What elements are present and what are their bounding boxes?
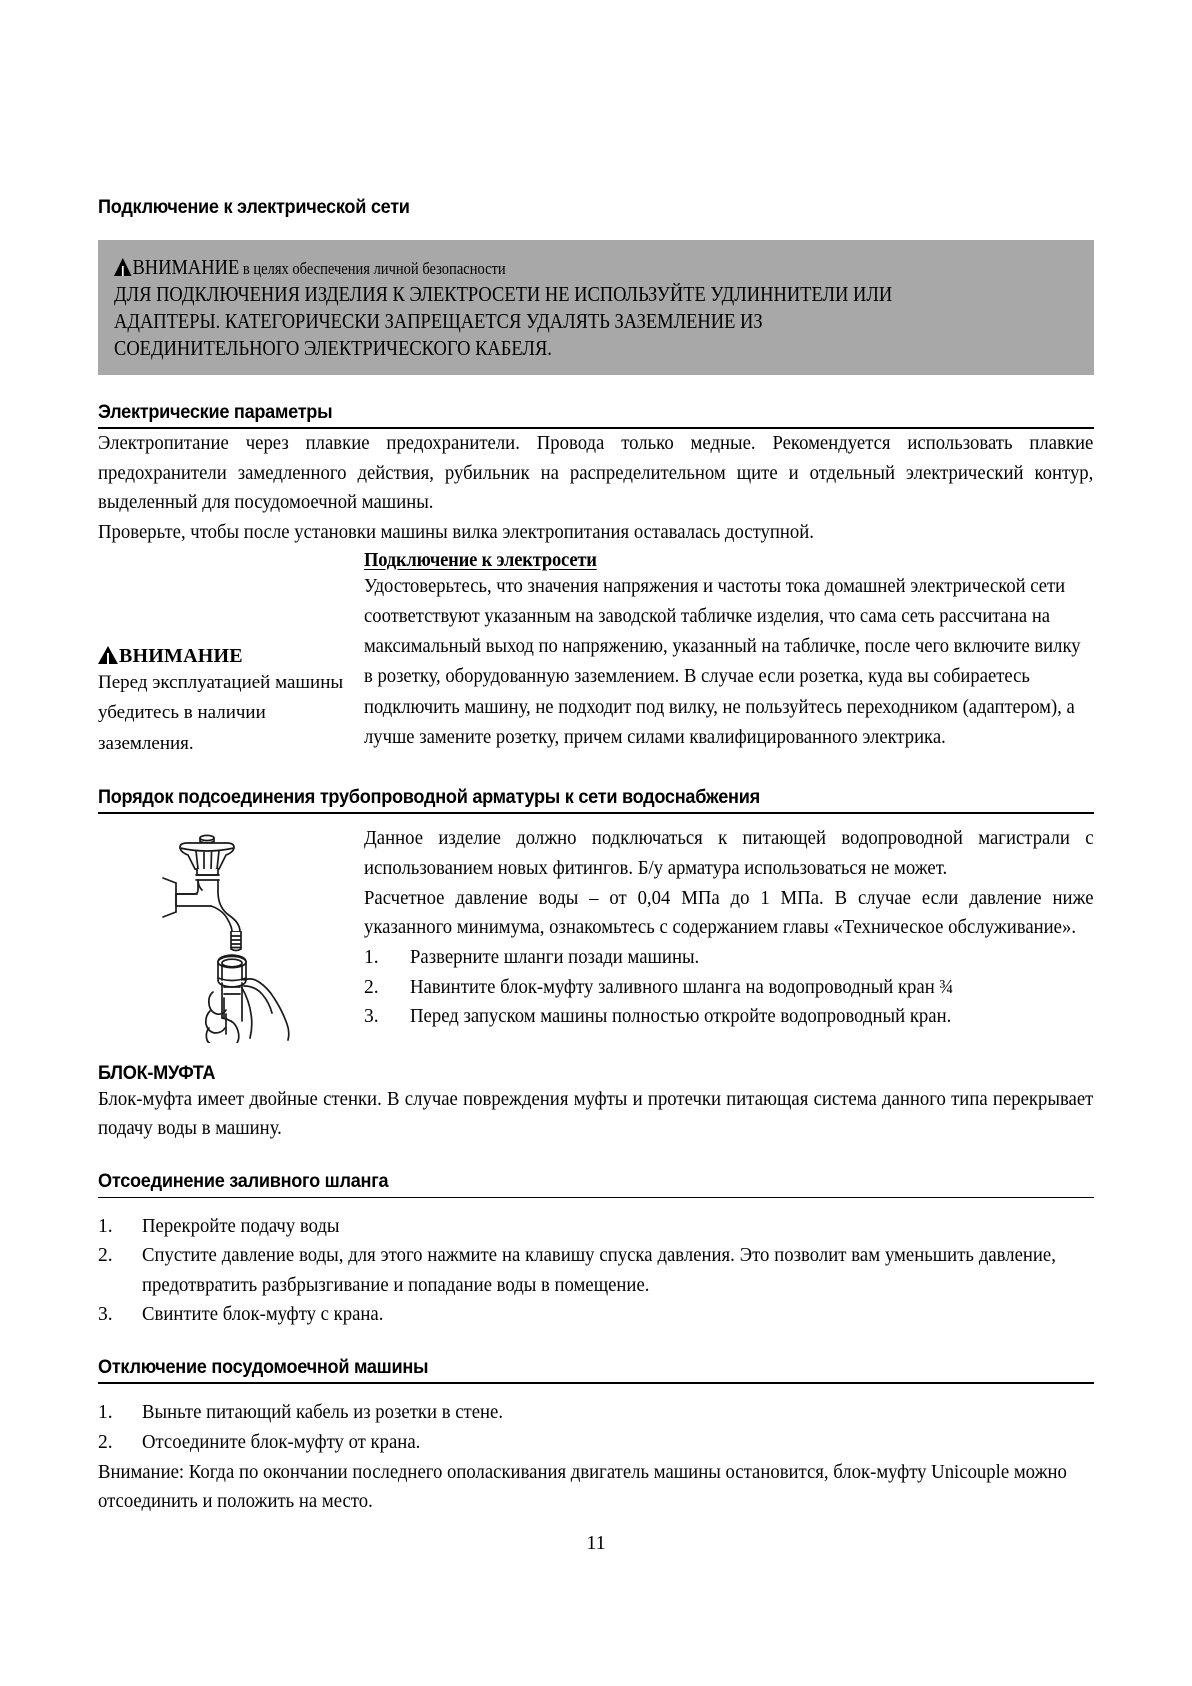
list-item-number: 1. (98, 1215, 113, 1237)
water-connection-row (98, 824, 1094, 1048)
warning-triangle-icon (114, 258, 132, 276)
list-item-number: 3. (98, 1304, 113, 1326)
list-item-text: Перекройте подачу воды (142, 1215, 340, 1237)
list-item (98, 1241, 1094, 1300)
list-item-number: 2. (98, 1432, 113, 1454)
safety-warning-banner (98, 240, 1094, 374)
page-number: 11 (586, 1532, 606, 1554)
disconnect-hose-steps-list (98, 1212, 1094, 1331)
warning-banner-lead: ВНИМАНИЕ (132, 255, 240, 280)
list-item-text: Свинтите блок-муфту с крана. (142, 1304, 384, 1326)
block-coupling-text: Блок-муфта имеет двойные стенки. В случае повреждения муфты и протечки питающая система данного типа перекрывает подачу воды в машину. (98, 1088, 1094, 1140)
list-item (364, 943, 1094, 973)
warning-triangle-icon (98, 646, 118, 664)
list-item-number: 2. (98, 1245, 113, 1267)
attention-box (98, 550, 364, 760)
warning-banner-line-1: ДЛЯ ПОДКЛЮЧЕНИЯ ИЗДЕЛИЯ К ЭЛЕКТРОСЕТИ НЕ ИСПОЛЬЗУЙТЕ УДЛИННИТЕЛИ ИЛИ (114, 281, 893, 306)
attention-box-title-row (98, 644, 364, 668)
mains-connection-block (364, 550, 1094, 753)
heading-electrical-parameters: Электрические параметры (98, 400, 333, 423)
electrical-paragraph-1: Электропитание через плавкие предохранители. Провода только медные. Рекомендуется использовать плавкие предохранители замедленного действия, рубильник на распределительном щите и отдельный электрический контур, выделенный для посудомоечной машины. (98, 433, 1094, 514)
water-paragraph-2: Расчетное давление воды – от 0,04 МПа до 1 МПа. В случае если давление ниже указанного минимума, ознакомьтесь с содержанием главы «Техническое обслуживание». (364, 887, 1094, 939)
list-item-text: Спустите давление воды, для этого нажмите на клавишу спуска давления. Это позволит вам уменьшить давление, предотвратить разбрызгивание и попадание воды в помещение. (142, 1245, 1056, 1296)
warning-banner-lead-tail: в целях обеспечения личной безопасности (239, 259, 506, 279)
list-item-number: 1. (98, 1402, 113, 1424)
warning-banner-first-line (114, 254, 962, 280)
warning-banner-body (114, 281, 1073, 363)
list-item (98, 1300, 1094, 1330)
water-steps-list (364, 943, 1094, 1032)
attention-and-mains-columns (98, 550, 1094, 760)
shutdown-note: Внимание: Когда по окончании последнего ополаскивания двигатель машины остановится, блок-муфту Unicouple можно отсоединить и положить на место. (98, 1461, 1067, 1513)
shutdown-steps-list (98, 1398, 1094, 1457)
heading-rule-water-supply (98, 812, 1094, 814)
list-item-number: 3. (364, 1006, 379, 1028)
electrical-paragraph-2: Проверьте, чтобы после установки машины вилка электропитания оставалась доступной. (98, 522, 814, 544)
page-content (98, 196, 1094, 1517)
list-item (364, 973, 1094, 1003)
heading-power-connection: Подключение к электрической сети (98, 196, 410, 218)
heading-machine-shutdown: Отключение посудомоечной машины (98, 1356, 429, 1378)
faucet-figure-cell (98, 824, 364, 1048)
list-item (98, 1398, 1094, 1428)
list-item-number: 1. (364, 946, 379, 968)
list-item-text: Разверните шланги позади машины. (410, 946, 700, 968)
attention-box-text: Перед эксплуатацией машины убедитесь в наличии заземления. (98, 671, 344, 755)
water-connection-text-block (364, 824, 1094, 1031)
mains-connection-text: Удостоверьтесь, что значения напряжения и частоты тока домашней электрической сети соответствуют указанным на заводской табличке изделия, что сама сеть рассчитана на максимальный выход по напряжению, указанный на табличке, после чего включите вилку в розетку, оборудованную заземлением. В случае если розетка, куда вы собираетесь подключить машину, не подходит под вилку, не пользуйтесь переходником (адаптером), а лучше замените розетку, причем силами квалифицированного электрика. (364, 575, 1081, 748)
heading-block-coupling: БЛОК-МУФТА (98, 1062, 216, 1085)
warning-banner-line-3: СОЕДИНИТЕЛЬНОГО ЭЛЕКТРИЧЕСКОГО КАБЕЛЯ. (114, 336, 552, 361)
list-item (364, 1002, 1094, 1032)
heading-disconnect-inlet-hose: Отсоединение заливного шланга (98, 1170, 389, 1193)
list-item-text: Выньте питающий кабель из розетки в стене. (142, 1402, 504, 1424)
heading-water-supply-connection: Порядок подсоединения трубопроводной арматуры к сети водоснабжения (98, 785, 760, 808)
attention-box-title: ВНИМАНИЕ (119, 644, 243, 667)
mains-connection-subheading: Подключение к электросети (364, 549, 597, 571)
list-item-number: 2. (364, 976, 379, 998)
faucet-with-hand-coupling-illustration (156, 828, 306, 1043)
list-item-text: Перед запуском машины полностью откройте водопроводный кран. (410, 1006, 952, 1028)
list-item-text: Отсоедините блок-муфту от крана. (142, 1432, 421, 1454)
list-item (98, 1428, 1094, 1458)
water-paragraph-1: Данное изделие должно подключаться к питающей водопроводной магистрали с использованием новых фитингов. Б/у арматура использоваться не может. (364, 828, 1094, 880)
list-item-text: Навинтите блок-муфту заливного шланга на водопроводный кран ¾ (410, 976, 954, 998)
list-item (98, 1212, 1094, 1242)
warning-banner-line-2: АДАПТЕРЫ. КАТЕГОРИЧЕСКИ ЗАПРЕЩАЕТСЯ УДАЛЯТЬ ЗАЗЕМЛЕНИЕ ИЗ (114, 309, 763, 334)
